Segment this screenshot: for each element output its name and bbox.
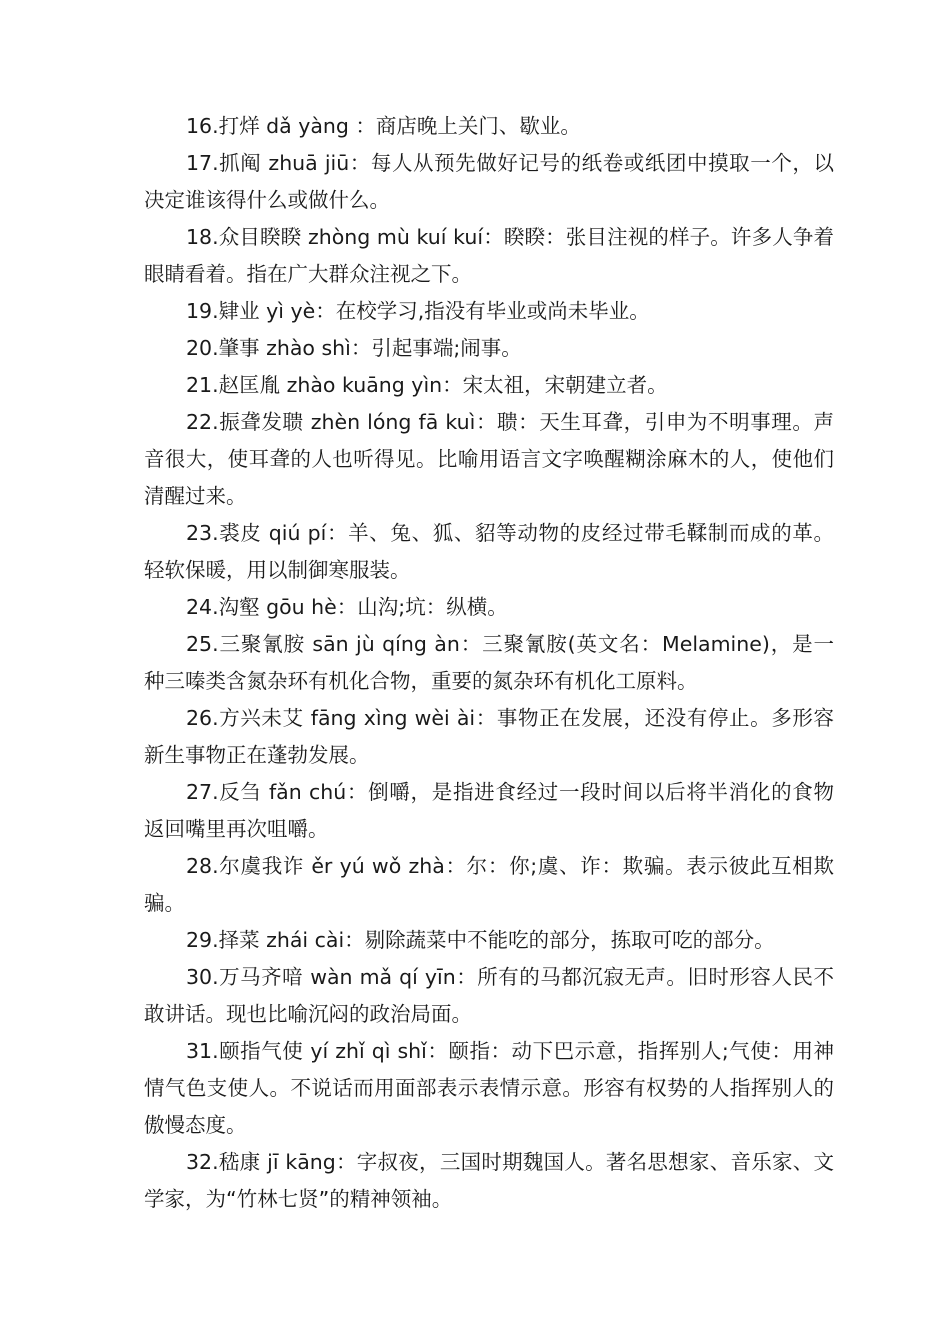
entry-26: 26.方兴未艾 fāng xìng wèi ài：事物正在发展，还没有停止。多形容新生事物正在蓬勃发展。 <box>144 706 834 767</box>
entry-29: 29.择菜 zhái cài：剔除蔬菜中不能吃的部分，拣取可吃的部分。 <box>186 928 775 952</box>
entry-17: 17.抓阄 zhuā jiū：每人从预先做好记号的纸卷或纸团中摸取一个，以决定谁该得什么或做什么。 <box>144 151 834 212</box>
entry-18: 18.众目睽睽 zhòng mù kuí kuí：睽睽：张目注视的样子。许多人争着眼睛看着。指在广大群众注视之下。 <box>144 225 834 286</box>
entry-27: 27.反刍 fǎn chú：倒嚼，是指进食经过一段时间以后将半消化的食物返回嘴里再次咀嚼。 <box>144 780 834 841</box>
entry-25: 25.三聚氰胺 sān jù qíng àn：三聚氰胺(英文名：Melamine)，是一种三嗪类含氮杂环有机化合物，重要的氮杂环有机化工原料。 <box>144 632 834 693</box>
entry-22: 22.振聋发聩 zhèn lóng fā kuì：聩：天生耳聋，引申为不明事理。声音很大，使耳聋的人也听得见。比喻用语言文字唤醒糊涂麻木的人，使他们清醒过来。 <box>144 410 834 508</box>
entry-30: 30.万马齐喑 wàn mǎ qí yīn：所有的马都沉寂无声。旧时形容人民不敢讲话。现也比喻沉闷的政治局面。 <box>144 965 834 1026</box>
entry-21: 21.赵匡胤 zhào kuāng yìn：宋太祖，宋朝建立者。 <box>186 373 668 397</box>
entry-31: 31.颐指气使 yí zhǐ qì shǐ：颐指：动下巴示意，指挥别人;气使：用神情气色支使人。不说话而用面部表示表情示意。形容有权势的人指挥别人的傲慢态度。 <box>144 1039 834 1137</box>
entry-23: 23.裘皮 qiú pí：羊、兔、狐、貂等动物的皮经过带毛鞣制而成的革。轻软保暖，用以制御寒服装。 <box>144 521 834 582</box>
entry-20: 20.肇事 zhào shì：引起事端;闹事。 <box>186 336 522 360</box>
document-body <box>144 108 834 1218</box>
entry-28: 28.尔虞我诈 ěr yú wǒ zhà：尔：你;虞、诈：欺骗。表示彼此互相欺骗。 <box>144 854 834 915</box>
entry-32: 32.嵇康 jī kāng：字叔夜，三国时期魏国人。著名思想家、音乐家、文学家，为“竹林七贤”的精神领袖。 <box>144 1150 834 1211</box>
entry-24: 24.沟壑 gōu hè：山沟;坑：纵横。 <box>186 595 508 619</box>
entry-19: 19.肄业 yì yè：在校学习,指没有毕业或尚未毕业。 <box>186 299 650 323</box>
entry-16: 16.打烊 dǎ yàng ：商店晚上关门、歇业。 <box>186 114 581 138</box>
